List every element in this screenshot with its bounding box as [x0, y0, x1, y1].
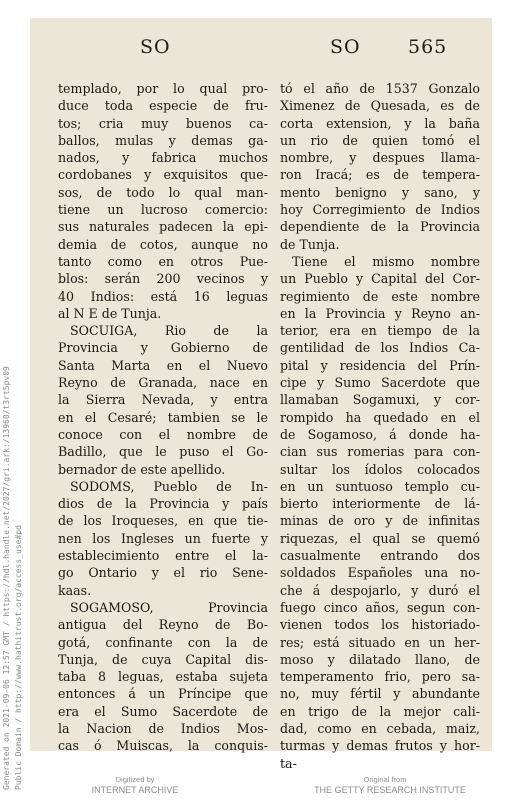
text-line: taba 8 leguas, estaba sujeta: [58, 669, 268, 685]
text-line: entonces á un Príncipe que: [58, 686, 268, 702]
text-line: SOGAMOSO, Provincia: [70, 599, 268, 615]
text-line: kaas.: [58, 582, 92, 598]
text-line: antigua del Reyno de Bo-: [58, 617, 268, 633]
text-line: en trigo de la mejor cali-: [280, 703, 480, 719]
text-line: Provincia y Gobierno de: [58, 340, 268, 356]
text-line: nados, y fabrica muchos: [58, 150, 268, 166]
text-line: de Tunja.: [280, 236, 340, 252]
text-line: 40 Indios: está 16 leguas: [58, 288, 268, 304]
text-line: moso y dilatado llano, de: [280, 651, 480, 667]
text-line: bierto interiormente de lá-: [280, 496, 480, 512]
running-head-left: SO: [140, 36, 171, 58]
text-line: de Sogamoso, á donde ha-: [280, 426, 480, 442]
text-line: turmas y demas frutos y hor-: [280, 738, 480, 754]
right-text-column: [280, 80, 480, 772]
text-line: regimiento de este nombre: [280, 288, 480, 304]
text-line: gotá, confinante con la de: [58, 634, 268, 650]
text-line: cas ó Muiscas, la conquis-: [58, 738, 268, 754]
text-line: en un suntuoso templo cu-: [280, 478, 480, 494]
text-line: ballos, mulas y demas ga-: [58, 132, 268, 148]
text-line: cipe y Sumo Sacerdote que: [280, 375, 480, 391]
text-line: llamaban Sogamuxi, y cor-: [280, 392, 480, 408]
text-line: la Sierra Nevada, y entra: [58, 392, 268, 408]
text-line: conoce con el nombre de: [58, 426, 268, 442]
text-line: demia de cotos, aunque no: [58, 236, 268, 252]
text-line: un rio de quien tomó el: [280, 132, 480, 148]
text-line: de los Iroqueses, en que tie-: [58, 513, 268, 529]
text-line: pital y residencia del Prín-: [280, 357, 480, 373]
text-line: bernador de este apellido.: [58, 461, 226, 477]
text-line: templado, por lo qual pro-: [58, 81, 268, 96]
text-line: era el Sumo Sacerdote de: [58, 703, 268, 719]
text-line: mento benigno y sano, y: [280, 184, 480, 200]
text-line: corta extension, y la baña: [280, 115, 480, 131]
text-line: establecimiento entre el la-: [58, 548, 268, 564]
text-line: en el Cesaré; tambien se le: [58, 409, 268, 425]
text-line: riquezas, el qual se quemó: [280, 530, 480, 546]
text-line: gentilidad de los Indios Ca-: [280, 340, 480, 356]
text-line: go Ontario y el rio Sene-: [58, 565, 268, 581]
left-text-column: [58, 80, 268, 755]
text-line: ron Iracá; es de tempera-: [280, 167, 480, 183]
text-line: cordobanes y exquisitos que-: [58, 167, 268, 183]
text-line: cian sus romerias para con-: [280, 444, 480, 460]
book-page: [30, 18, 492, 771]
text-line: terior, era en tiempo de la: [280, 323, 480, 339]
text-line: tó el año de 1537 Gonzalo: [280, 81, 480, 96]
text-line: casualmente entrando dos: [280, 548, 480, 564]
text-line: rompido ha quedado en el: [280, 409, 480, 425]
text-line: Reyno de Granada, nace en: [58, 375, 268, 391]
text-line: tiene un lucroso comercio:: [58, 202, 268, 218]
text-line: SODOMS, Pueblo de In-: [70, 478, 268, 494]
text-line: che á despojarlo, y duró el: [280, 582, 480, 598]
text-line: la Nacion de Indios Mos-: [58, 720, 268, 736]
text-line: nen los Ingleses un fuerte y: [58, 530, 268, 546]
text-line: nombre, y despues llama-: [280, 150, 480, 166]
text-line: tanto como en otros Pue-: [58, 253, 268, 269]
text-line: Santa Marta en el Nuevo: [58, 357, 268, 373]
provenance-line-generated: Generated on 2021-09-06 12:57 GMT / https://hdl.handle.net/2027/gri.ark:/13960/t3rt5pv09: [2, 366, 11, 790]
getty-institute-label: THE GETTY RESEARCH INSTITUTE: [314, 785, 466, 795]
text-line: minas de oro y de infinitas: [280, 513, 480, 529]
text-line: al N E de Tunja.: [58, 305, 162, 321]
text-line: vienen todos los historiado-: [280, 617, 480, 633]
provenance-line-rights: Public Domain / http://www.hathitrust.org/access_use#pd: [14, 525, 23, 790]
text-line: no, muy fértil y abundante: [280, 686, 480, 702]
text-line: temperamento frio, pero sa-: [280, 669, 480, 685]
text-line: Ximenez de Quesada, es de: [280, 98, 480, 114]
text-line: dad, como en cebada, maiz,: [280, 720, 480, 736]
text-line: tos; cria muy buenos ca-: [58, 115, 268, 131]
text-line: un Pueblo y Capital del Cor-: [280, 271, 480, 287]
text-line: hoy Corregimiento de Indios: [280, 202, 480, 218]
provenance-sidebar-2: [14, 430, 28, 790]
text-line: Tiene el mismo nombre: [292, 253, 480, 269]
text-line: sultar los ídolos colocados: [280, 461, 480, 477]
page-number: 565: [408, 36, 448, 58]
text-line: sos, de todo lo qual man-: [58, 184, 268, 200]
text-line: en la Provincia y Reyno an-: [280, 305, 480, 321]
text-line: dios de la Provincia y país: [58, 496, 268, 512]
text-line: res; está situado en un her-: [280, 634, 480, 650]
text-line: SOCUIGA, Rio de la: [70, 323, 268, 339]
text-line: dependiente de la Provincia: [280, 219, 480, 235]
text-line: sus naturales padecen la epi-: [58, 219, 268, 235]
text-line: blos: serán 200 vecinos y: [58, 271, 268, 287]
running-head-right: SO: [330, 36, 361, 58]
original-from-label: Original from: [363, 775, 407, 784]
text-line: Badillo, que le puso el Go-: [58, 444, 268, 460]
text-line: Tunja, de cuya Capital dis-: [58, 651, 268, 667]
digitized-by-label: Digitized by: [115, 775, 155, 784]
text-line: soldados Españoles una no-: [280, 565, 480, 581]
text-line: ta-: [280, 755, 297, 771]
text-line: duce toda especie de fru-: [58, 98, 268, 114]
text-line: fuego cinco años, segun con-: [280, 599, 480, 615]
internet-archive-label: INTERNET ARCHIVE: [91, 785, 179, 795]
